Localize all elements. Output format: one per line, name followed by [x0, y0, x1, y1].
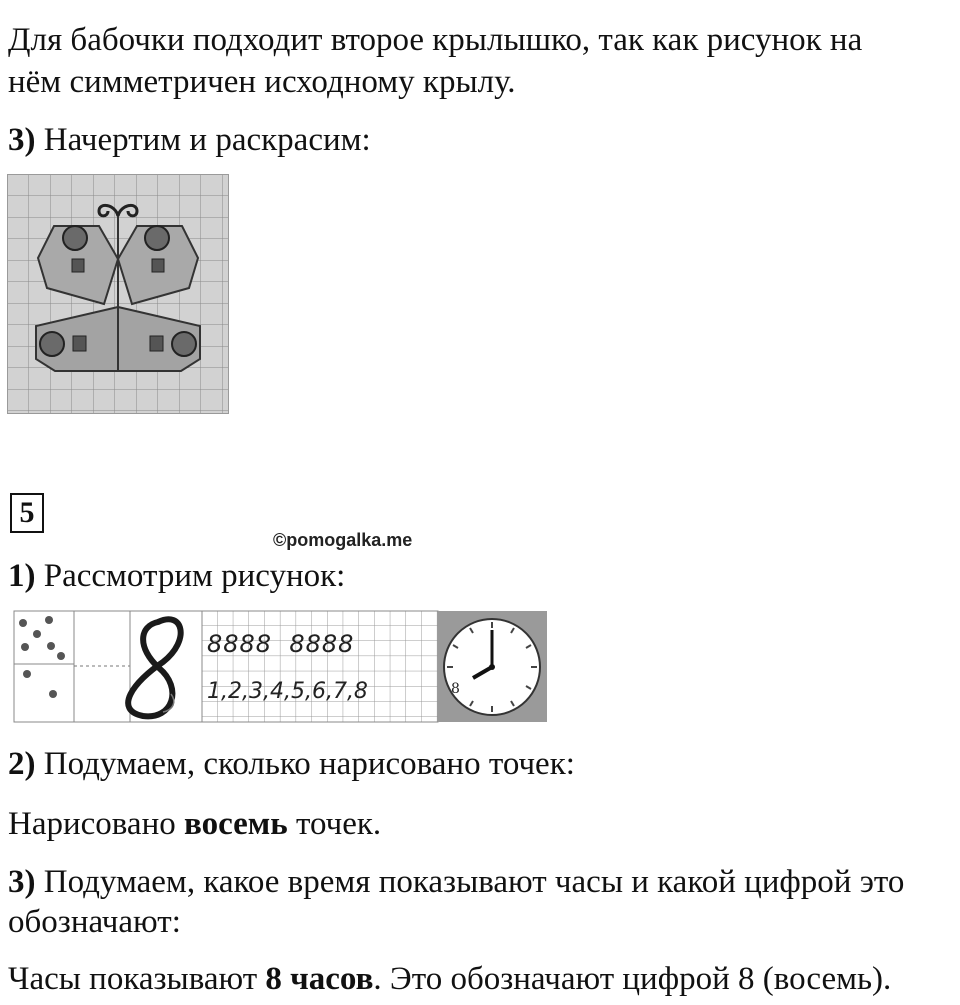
final-answer — [8, 959, 891, 999]
answer-bold: восемь — [184, 806, 288, 842]
final-bold: 8 часов — [265, 961, 374, 997]
task-number-box: 5 — [10, 493, 44, 533]
step-3-draw — [8, 120, 371, 160]
watermark: ©pomogalka.me — [273, 530, 413, 550]
paragraph-line-1: Для бабочки подходит второе крылышко, так как рисунок на — [8, 22, 863, 58]
step-number: 3) — [8, 122, 36, 158]
step-text: Подумаем, какое время показывают часы и какой цифрой это — [35, 864, 905, 900]
step-number: 3) — [8, 864, 36, 900]
clock-eight-label: 8 — [451, 681, 460, 697]
answer-dots — [8, 804, 381, 844]
butterfly-drawing — [7, 174, 229, 414]
step-3-clock-line-2: обозначают: — [8, 904, 181, 940]
answer-before: Нарисовано — [8, 806, 184, 842]
numerals-row-1: 8888 8888 — [207, 630, 355, 658]
step-text: Подумаем, сколько нарисовано точек: — [35, 746, 575, 782]
step-text: Начертим и раскрасим: — [35, 122, 371, 158]
step-3-clock-line-1 — [8, 862, 904, 902]
paragraph-line-2: нём симметричен исходному крылу. — [8, 64, 516, 100]
step-text: Рассмотрим рисунок: — [35, 558, 346, 594]
numerals-row-2: 1,2,3,4,5,6,7,8 — [207, 679, 368, 704]
step-number: 2) — [8, 746, 36, 782]
final-before: Часы показывают — [8, 961, 266, 997]
numeral-eight-figure — [13, 610, 548, 726]
step-1 — [8, 556, 345, 596]
final-after: . Это обозначают цифрой 8 (восемь). — [373, 961, 892, 997]
step-number: 1) — [8, 558, 36, 594]
step-2 — [8, 744, 575, 784]
answer-after: точек. — [287, 806, 382, 842]
